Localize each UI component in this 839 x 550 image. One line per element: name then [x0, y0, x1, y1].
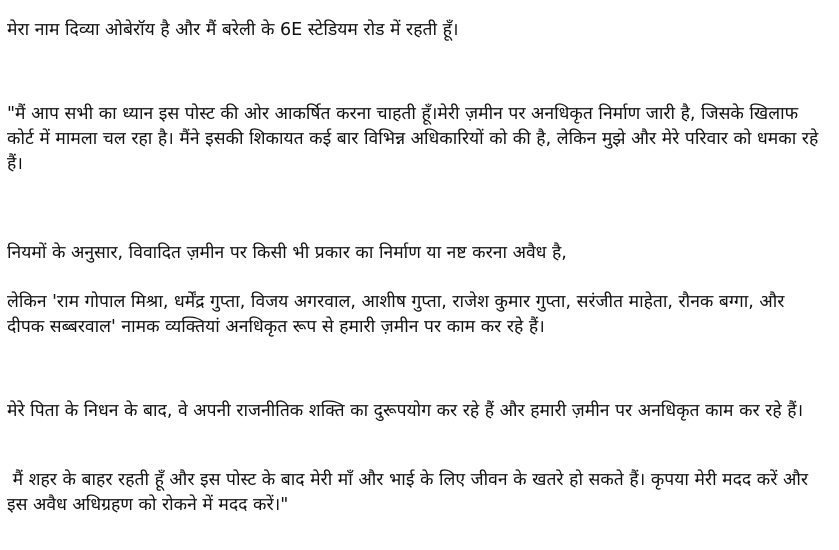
- rules-paragraph: नियमों के अनुसार, विवादित ज़मीन पर किसी भी प्रकार का निर्माण या नष्ट करना अवैध है,: [7, 243, 567, 263]
- accused-paragraph: लेकिन 'राम गोपाल मिश्रा, धर्मेंद्र गुप्ता, विजय अगरवाल, आशीष गुप्ता, राजेश कुमार गुप्ता, सरंजीत माहेता, रौनक बग्गा, और दीपक सब्बरवाल' नामक व्यक्तियां अनधिकृत रूप से हमारी ज़मीन पर काम कर रहे हैं।: [7, 292, 790, 337]
- father-paragraph: मेरे पिता के निधन के बाद, वे अपनी राजनीतिक शक्ति का दुरूपयोग कर रहे हैं और हमारी ज़मीन पर अनधिकृत काम कर रहे हैं।: [7, 401, 804, 421]
- complaint-paragraph: "मैं आप सभी का ध्यान इस पोस्ट की ओर आकर्षित करना चाहती हूँ।मेरी ज़मीन पर अनधिकृत निर्माण जारी है, जिसके खिलाफ कोर्ट में मामला चल रहा है। मैंने इसकी शिकायत कई बार विभिन्न अधिकारियों को की है, लेकिन मुझे और मेरे परिवार को धमका रहे हैं।: [7, 104, 824, 174]
- intro-paragraph: मेरा नाम दिव्या ओबेरॉय है और मैं बरेली के 6E स्टेडियम रोड में रहती हूँ।: [7, 20, 459, 40]
- appeal-paragraph: मैं शहर के बाहर रहती हूँ और इस पोस्ट के बाद मेरी माँ और भाई के लिए जीवन के खतरे हो सकते हैं। कृपया मेरी मदद करें और इस अवैध अधिग्रहण को रोकने में मदद करें।": [7, 470, 814, 515]
